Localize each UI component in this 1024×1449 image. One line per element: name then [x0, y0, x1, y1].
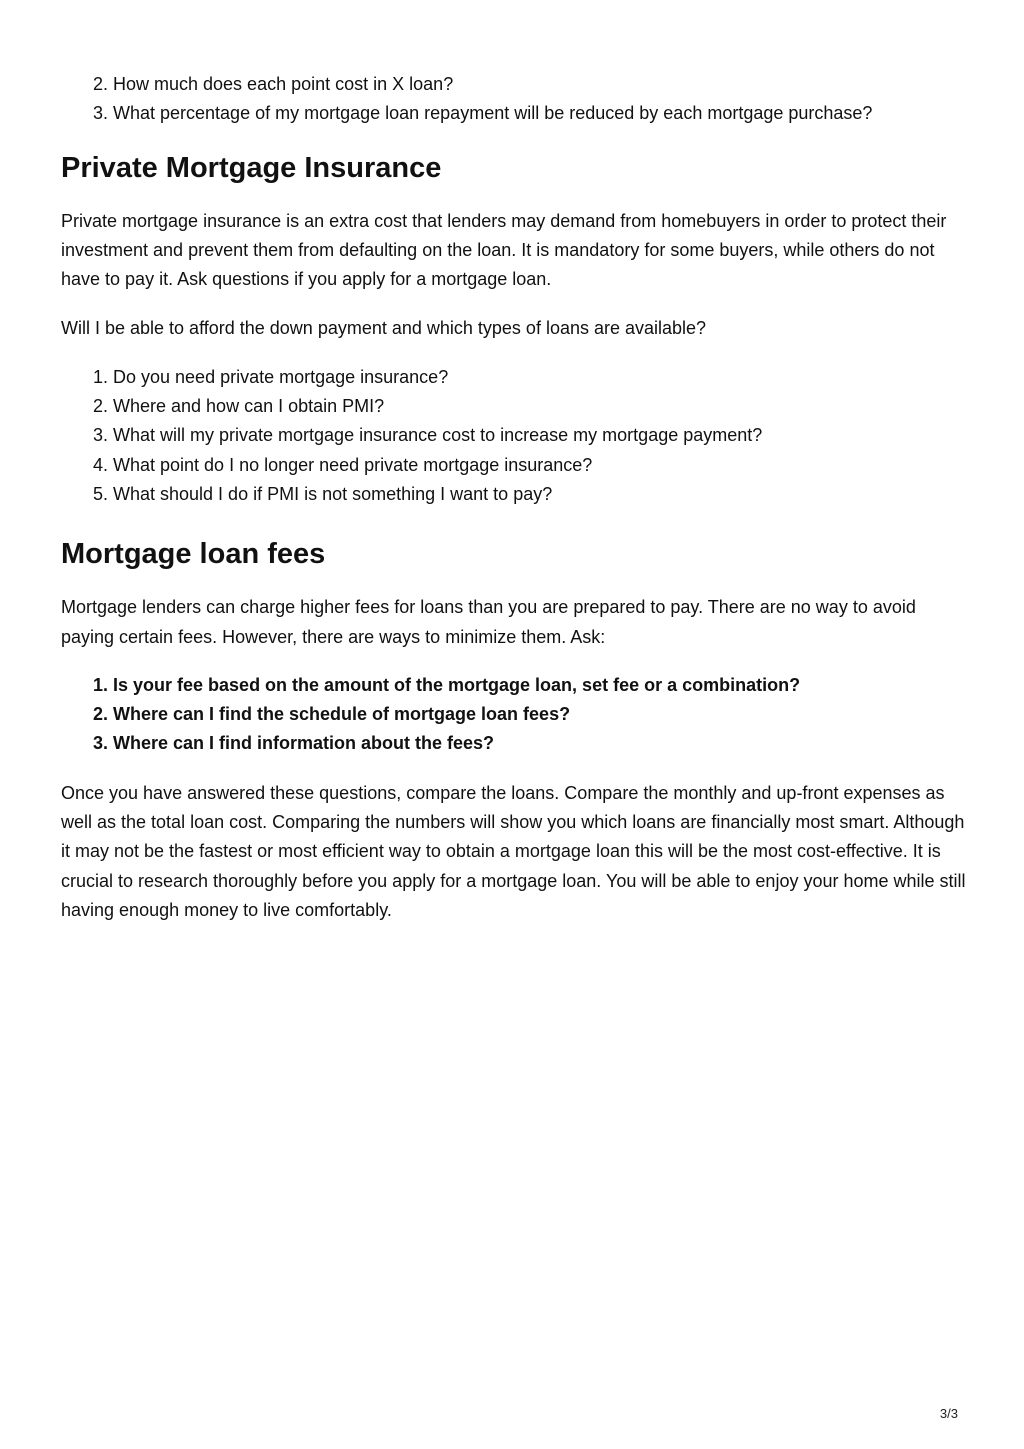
list-item: 2. How much does each point cost in X loan? — [113, 70, 966, 99]
list-item: 2. Where and how can I obtain PMI? — [113, 392, 966, 421]
list-item: 3. What will my private mortgage insurance cost to increase my mortgage payment? — [113, 421, 966, 450]
fees-paragraph-2: Once you have answered these questions, compare the loans. Compare the monthly and up-front expenses as well as the total loan cost. Comparing the numbers will show you which loans are financially most smart. Although it may not be the fastest or most efficient way to obtain a mortgage loan this will be the most cost-effective. It is crucial to research thoroughly before you apply for a mortgage loan. You will be able to enjoy your home while still having enough money to live comfortably. — [61, 782, 966, 920]
fees-paragraph-1: Mortgage lenders can charge higher fees for loans than you are prepared to pay. There are no way to avoid paying certain fees. However, there are ways to minimize them. Ask: — [61, 597, 916, 647]
pmi-heading: Private Mortgage Insurance — [61, 151, 442, 184]
document-page — [61, 70, 966, 925]
list-item: 2. Where can I find the schedule of mortgage loan fees? — [113, 700, 966, 729]
list-item: 4. What point do I no longer need private mortgage insurance? — [113, 451, 966, 480]
points-questions-list — [61, 70, 966, 129]
fees-heading: Mortgage loan fees — [61, 538, 326, 571]
page-number: 3/3 — [939, 1406, 958, 1421]
list-item: 1. Do you need private mortgage insurance? — [113, 363, 966, 392]
fees-questions-list — [61, 671, 966, 759]
list-item: 1. Is your fee based on the amount of the mortgage loan, set fee or a combination? — [113, 671, 966, 700]
list-item: 3. What percentage of my mortgage loan repayment will be reduced by each mortgage purchase? — [113, 99, 966, 128]
pmi-paragraph-1: Private mortgage insurance is an extra cost that lenders may demand from homebuyers in order to protect their investment and prevent them from defaulting on the loan. It is mandatory for some buyers, while others do not have to pay it. Ask questions if you apply for a mortgage loan. — [61, 210, 947, 290]
list-item: 5. What should I do if PMI is not something I want to pay? — [113, 480, 966, 509]
pmi-questions-list — [61, 363, 966, 509]
pmi-paragraph-2: Will I be able to afford the down payment and which types of loans are available? — [61, 318, 707, 339]
list-item: 3. Where can I find information about the fees? — [113, 729, 966, 758]
